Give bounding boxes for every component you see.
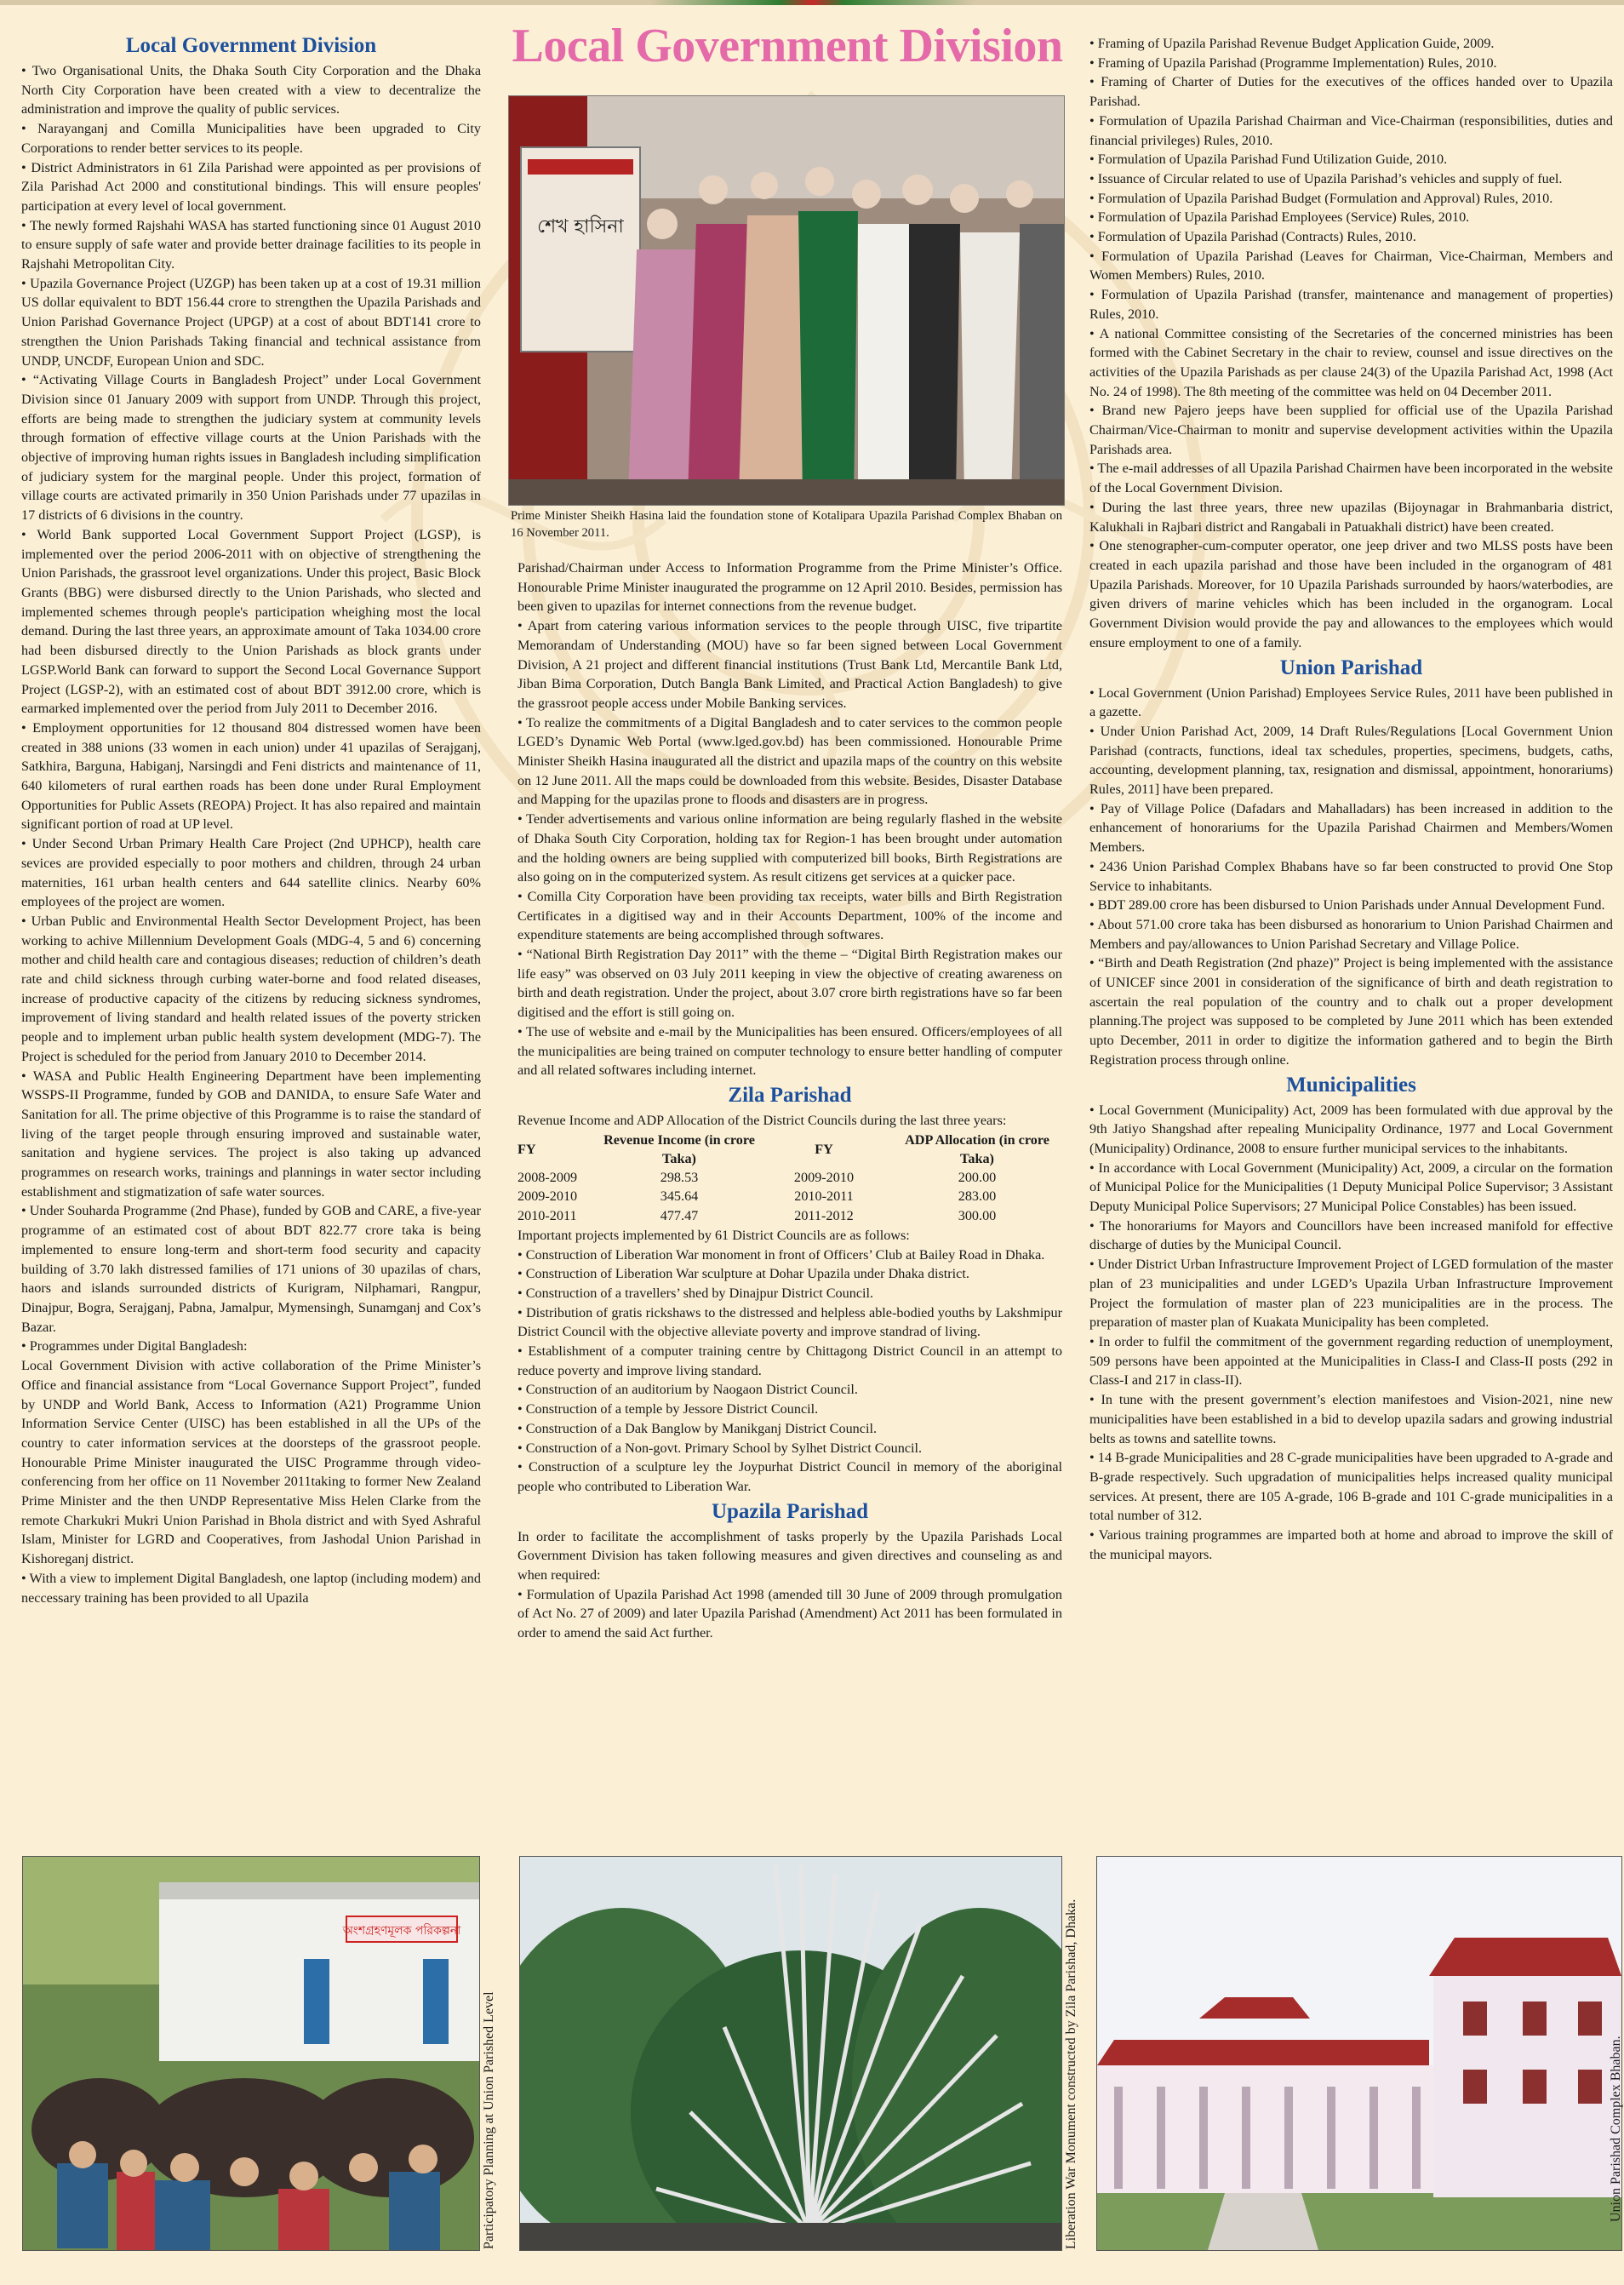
paragraph: • About 571.00 crore taka has been disbursed as honorarium to Union Parishad Chairmen and Members and pay/allowances to Union Parishad Secretary and Village Police. — [1089, 916, 1613, 952]
photo-union-parishad-complex — [1096, 1856, 1622, 2251]
paragraph: • Under Union Parishad Act, 2009, 14 Draft Rules/Regulations [Local Government Union Parishad (contracts, functions, ideal tax schedules, properties, specimens, budgets, caths, accounting, development planning, tax, resignation and dismissal, appointment, honorariums) Rules, 2011] have been prepared. — [1089, 723, 1613, 798]
paragraph: • WASA and Public Health Engineering Department have been implementing WSSPS-II Programme, funded by GOB and DANIDA, to ensure Safe Water and Sanitation for all. The prime objective of this Programme is to raise the standard of living of the target people through ensuring improved and sustainable water, sanitation and hygiene services. The project is also taking up advanced programmes on research works, trainings and plannings in water sector including establishment and stigmatization of safe water sources. — [21, 1068, 481, 1200]
table-cell: 2011-2012 — [794, 1208, 854, 1224]
paragraph: • Construction of Liberation War monoment in front of Officers’ Club at Bailey Road in Dhaka. — [518, 1246, 1045, 1263]
table-cell: 300.00 — [958, 1208, 997, 1224]
paragraph: • Framing of Upazila Parishad (Programme Implementation) Rules, 2010. — [1089, 54, 1497, 71]
left-column — [21, 31, 481, 1607]
paragraph: • Programmes under Digital Bangladesh: — [21, 1338, 248, 1354]
paragraph: Local Government Division with active collaboration of the Prime Minister’s Office and financial assistance from “Local Governance Support Project”, funded by UNDP and World Bank, Access to Information (A21) Programme Union Information Service Center (UISC) has been established in all the UPs of the country to cater information services at the doorsteps of the grassroot people. Honourable Prime Minister inaugurated the UISC Programme through video-conferencing from her office on 11 November 2011taking to former New Zealand Prime Minister and the then UNDP Representative Miss Helen Clarke from the remote Charkukri Mukri Union Parishad in Bhola district and with Syed Ashraful Islam, Minister for LGRD and Cooperatives, from Jashodal Union Parishad in Kishoreganj district. — [21, 1358, 481, 1567]
paragraph: • Various training programmes are imparted both at home and abroad to improve the skill of the municipal mayors. — [1089, 1527, 1613, 1562]
section-heading-municipalities: Municipalities — [1286, 1073, 1416, 1097]
table-row — [518, 1168, 1062, 1188]
paragraph: • Establishment of a computer training centre by Chittagong District Council in an attempt to reduce poverty and improve living standard. — [518, 1343, 1062, 1378]
paragraph: • Formulation of Upazila Parishad Budget (Formulation and Approval) Rules, 2010. — [1089, 190, 1553, 206]
table-header-row — [518, 1131, 1062, 1168]
section-heading-zila-parishad: Zila Parishad — [728, 1083, 852, 1107]
right-column — [1089, 34, 1613, 1564]
paragraph: • The e-mail addresses of all Upazila Parishad Chairmen have been incorporated in the website of the Local Government Division. — [1089, 461, 1613, 496]
paragraph: • To realize the commitments of a Digital Bangladesh and to cater services to the common people LGED’s Dynamic Web Portal (www.lged.gov.bd) has been commissioned. Honourable Prime Minister Sheikh Hasina inaugurated all the district and upazila maps of the country on this website on 12 June 2011. All the maps could be downloaded from this website. Besides, Disaster Database and Mapping for the upazilas prone to floods and disasters are in progress. — [518, 714, 1062, 808]
photo-caption-left: Participatory Planning at Union Parished Level — [482, 1991, 496, 2249]
paragraph: • Local Government (Union Parishad) Employees Service Rules, 2011 have been published in a gazette. — [1089, 684, 1613, 720]
paragraph: • The newly formed Rajshahi WASA has started functioning since 01 August 2010 to ensure supply of safe water and provide better drainage facilities to its people in Rajshahi Metropolitan City. — [21, 217, 481, 272]
section-heading-local-government: Local Government Division — [125, 34, 377, 57]
paragraph: • Two Organisational Units, the Dhaka South City Corporation and the Dhaka North City Corporation have been created with a view to decentralize the administration and improve the quality of public services. — [21, 63, 481, 117]
paragraph: • In tune with the present government’s election manifestoes and Vision-2021, nine new municipalities have been established in a bid to develop upazila sadars and growing industrial belts as towns and satellite towns. — [1089, 1392, 1613, 1446]
table-cell: 345.64 — [660, 1188, 699, 1205]
paragraph: • Framing of Charter of Duties for the executives of the offices handed over to Upazila Parishad. — [1089, 74, 1613, 110]
paragraph: • The honorariums for Mayors and Councillors have been increased manifold for effective discharge of duties by the Municipal Council. — [1089, 1217, 1613, 1253]
banner-text: অংশগ্রহণমূলক পরিকল্পনা — [342, 1924, 461, 1938]
table-cell: 2008-2009 — [518, 1169, 578, 1185]
photo-liberation-war-monument — [519, 1856, 1062, 2251]
paragraph: • “Birth and Death Registration (2nd phaze)” Project is being implemented with the assistance of UNICEF since 2001 in consideration of the significance of birth and death registration to ascertain the real population of the country and to chalk out a proper development planning.The project was supposed to be completed by June 2011 which has been extended upto December, 2011 in order to digitize the information gathered and to begin the Birth Registration process through online. — [1089, 955, 1613, 1068]
paragraph: • Formulation of Upazila Parishad Act 1998 (amended till 30 June of 2009 through promulgation of Act No. 27 of 2009) and later Upazila Parishad (Amendment) Act 2011 has been formulated in order to amend the said Act further. — [518, 1586, 1062, 1641]
hero-caption: Prime Minister Sheikh Hasina laid the foundation stone of Kotalipara Upazila Parishad Complex Bhaban on 16 November 2011. — [511, 509, 1062, 540]
paragraph: • Comilla City Corporation have been providing tax receipts, water bills and Birth Registration Certificates in a digitised way and in their Accounts Department, 100% of the income and expenditure statements are being accomplished through softwares. — [518, 888, 1062, 943]
paragraph: • “Activating Village Courts in Bangladesh Project” under Local Government Division since 01 January 2009 with support from UNDP. Through this project, efforts are being made to strengthen the judiciary system at community levels through formation of effective village courts at the Union Parishads with the objective of improving human rights issues in Bangladesh including simplification of judiciary system for the marginal people. Under this project, formation of village courts are activated primarily in 350 Union Parishads under 77 upazilas in 17 districts of 6 divisions in the country. — [21, 372, 481, 524]
paragraph: • One stenographer-cum-computer operator, one jeep driver and two MLSS posts have been created in each upazila parishad and those have been included in the organogram of 481 Upazila Parishads. Moreover, for 10 Upazila Parishads surrounded by haors/waterbodies, are given drivers of marine vehicles which has been included in the organogram. Local Government Division would provide the pay and allowances to the employees which would ensure employment to one of a family. — [1089, 538, 1613, 650]
middle-column — [518, 558, 1062, 1643]
table-cell: 298.53 — [660, 1169, 699, 1185]
paragraph: • 14 B-grade Municipalities and 28 C-grade municipalities have been upgraded to A-grade and B-grade respectively. Such upgradation of municipalities helps increased quality municipal services. At present, there are 105 A-grade, 106 B-grade and 101 C-grade municipalities in a total number of 312. — [1089, 1450, 1613, 1524]
paragraph: • World Bank supported Local Government Support Project (LGSP), is implemented over the period 2006-2011 with on objective of strengthening the Union Parishads, the grassroot level organizations. Under this project, Basic Block Grants (BBG) were disbursed directly to the Union Parishads, who slected and implemented schemes through people's participation wheighing most the local demand. During the last three years, an approximate amount of Taka 1034.00 crore had been disbursed directly to the Union Parishads as block grants under LGSP.World Bank can forward to support the Second Local Governance Support Project (LGSP-2), with an estimated cost of about BDT 3912.00 crore, which is earmarked implemented over the period from July 2011 to December 2016. — [21, 526, 481, 717]
paragraph: • In accordance with Local Government (Municipality) Act, 2009, a circular on the formation of Municipal Police for the Municipalities (1 Deputy Municipal Police Supervisor; 3 Assistant Deputy Municipal Police Supervisors; 27 Municipal Police Constables) has been issued. — [1089, 1160, 1613, 1215]
paragraph: • “National Birth Registration Day 2011” with the theme – “Digital Birth Registration makes our life easy” was observed on 03 July 2011 keeping in view the objective of creating awareness on birth and death registration. Under the project, about 3.07 crore birth registrations have so far been digitised and the effort is still going on. — [518, 947, 1062, 1021]
table-header: FY — [815, 1141, 833, 1157]
table-cell: 2010-2011 — [518, 1208, 577, 1224]
paragraph: • Construction of an auditorium by Naogaon District Council. — [518, 1382, 858, 1398]
section-heading-upazila-parishad: Upazila Parishad — [711, 1499, 869, 1523]
paragraph: • Construction of a Dak Banglow by Manikganj District Council. — [518, 1420, 877, 1436]
paragraph: • Under District Urban Infrastructure Improvement Project of LGED formulation of the master plan of 23 municipalities and under LGED’s Upazila Urban Infrastructure Improvement Project the formulation of master plan of 223 municipalities are in the process. The preparation of master plan of Kuakata Municipality has been completed. — [1089, 1257, 1613, 1331]
paragraph: • Narayanganj and Comilla Municipalities have been upgraded to City Corporations to render better services to its people. — [21, 121, 481, 156]
top-flag-strip — [0, 0, 1624, 5]
paragraph: • Pay of Village Police (Dafadars and Mahalladars) has been increased in addition to the enhancement of honorariums for the Upazila Parishad Chairmen and Members/Women Members. — [1089, 800, 1613, 856]
paragraph: • With a view to implement Digital Bangladesh, one laptop (including modem) and neccessary training has been provided to all Upazila — [21, 1570, 481, 1606]
paragraph: • Local Government (Municipality) Act, 2009 has been formulated with due approval by the 9th Jatiyo Shangshad after repealing Municipality Ordinance, 1977 and Local Government (Municipality) Ordinance, 2008 to ensure further municipal services to the inhabitants. — [1089, 1102, 1613, 1156]
paragraph: • Framing of Upazila Parishad Revenue Budget Application Guide, 2009. — [1089, 36, 1495, 51]
paragraph: • Construction of Liberation War sculpture at Dohar Upazila under Dhaka district. — [518, 1266, 969, 1282]
paragraph: • Formulation of Upazila Parishad (Contracts) Rules, 2010. — [1089, 229, 1416, 245]
table-cell: 283.00 — [958, 1188, 997, 1205]
paragraph: • Upazila Governance Project (UZGP) has been taken up at a cost of 19.31 million US dollar equivalent to BDT 156.44 crore to strengthen the Upazila Parishads and Union Parishad Governance Project (UPGP) at a cost of about BDT141 crore to strengthen the Union Parishads Taking financial and technical assistance from UNDP, UNCDF, European Union and SDC. — [21, 275, 481, 369]
section-heading-union-parishad: Union Parishad — [1279, 656, 1423, 679]
paragraph: • Formulation of Upazila Parishad (Leaves for Chairman, Vice-Chairman, Members and Women Members) Rules, 2010. — [1089, 248, 1613, 283]
paragraph: • During the last three years, three new upazilas (Bijoynagar in Brahmanbaria district, Kalukhali in Rajbari district and Rangabali in Patuakhali district) have been created. — [1089, 499, 1613, 535]
paragraph: • Under Souharda Programme (2nd Phase), funded by GOB and CARE, a five-year programme of an estimated cost of about BDT 822.77 crore taka is being implemented to ensure long-term and short-term food security and capacity building of 3.70 lakh distressed families of 171 unions of 30 upazilas of chars, haors and islands surrounded districts of Kurigram, Nilphamari, Rangpur, Dinajpur, Bogra, Serajganj, Pabna, Jamalpur, Mymensingh, Sunamganj and Cox’s Bazar. — [21, 1203, 481, 1335]
paragraph: • Employment opportunities for 12 thousand 804 distressed women have been created in 388 unions (33 women in each union) under 41 upazilas of Serajganj, Satkhira, Barguna, Habiganj, Narsingdi and Feni districts and maintenance of 11, 640 kilometers of rural earthen roads has been done under Rural Employment Opportunities for Public Assets (REOPA) Project. It has also repaired and maintain significant portion of road at UP level. — [21, 719, 481, 833]
paragraph: • Issuance of Circular related to use of Upazila Parishad’s vehicles and supply of fuel. — [1089, 170, 1563, 186]
paragraph: • Formulation of Upazila Parishad Fund Utilization Guide, 2010. — [1089, 152, 1448, 168]
photo-caption-middle: Liberation War Monument constructed by Zila Parishad, Dhaka. — [1064, 1898, 1078, 2249]
paragraph: Revenue Income and ADP Allocation of the District Councils during the last three years: — [518, 1112, 1007, 1128]
paragraph: • Construction of a temple by Jessore District Council. — [518, 1401, 819, 1417]
hero-photo — [508, 95, 1065, 506]
paragraph: • Construction of a sculpture ley the Joypurhat District Council in memory of the aboriginal people who contributed to Liberation War. — [518, 1459, 1062, 1494]
paragraph: • Tender advertisements and various online information are being regularly flashed in the website of Dhaka South City Corporation, holding tax for Region-1 has been brought under automation and the holding owners are being supplied with computerized bill books, Birth Registrations are also going on in the computerized system. As result citizens get services at a quicker pace. — [518, 811, 1062, 885]
plaque-text: শেখ হাসিনা — [537, 216, 624, 238]
table-header: FY — [518, 1141, 536, 1157]
paragraph: • Distribution of gratis rickshaws to the distressed and helpless able-bodied youths by Lakshmipur District Council with the objective alleviate poverty and improve standrad of living. — [518, 1304, 1062, 1340]
paragraph: Important projects implemented by 61 District Councils are as follows: — [518, 1227, 910, 1243]
paragraph: • District Administrators in 61 Zila Parishad were appointed as per provisions of Zila Parishad Act 2000 and constitutional bindings. This will ensure peoples' participation at every level of local government. — [21, 159, 481, 214]
paragraph: • A national Committee consisting of the Secretaries of the concerned ministries has been formed with the Cabinet Secretary in the chair to review, counsel and issue directives on the activities of the Upazila Parishads as per clause 24(3) of the Upazila Parishad Act, 1998 (Act No. 24 of 1998). The 8th meeting of the committee was held on 04 December 2011. — [1089, 325, 1613, 399]
table-cell: 2009-2010 — [793, 1169, 855, 1185]
paragraph: • Construction of a travellers’ shed by Dinajpur District Council. — [518, 1285, 874, 1301]
paragraph: In order to facilitate the accomplishment of tasks properly by the Upazila Parishads Local Government Division has taken following measures and given directives and counseling as and when required: — [518, 1528, 1062, 1583]
table-row — [518, 1187, 1062, 1206]
table-cell: 477.47 — [660, 1208, 699, 1224]
paragraph: • Formulation of Upazila Parishad Employees (Service) Rules, 2010. — [1089, 209, 1470, 226]
paragraph: Parishad/Chairman under Access to Information Programme from the Prime Minister’s Office. Honourable Prime Minister inaugurated the programme on 12 April 2010. Besides, permission has been given to upazilas for internet connections from the revenue budget. — [518, 560, 1062, 615]
table-cell: 2010-2011 — [794, 1188, 854, 1205]
paragraph: • Formulation of Upazila Parishad (transfer, maintenance and management of properties) Rules, 2010. — [1089, 287, 1613, 322]
table-header: ADP Allocation (in crore Taka) — [905, 1131, 1049, 1166]
table-row — [518, 1206, 1062, 1226]
paragraph: • Apart from catering various information services to the people through UISC, five tripartite Memorandam of Understanding (MOU) have so far been signed between Local Government Division, A 21 project and different financial institutions (Trust Bank Ltd, Mercantile Bank Ltd, Jiban Bima Corporation, Dutch Bangla Bank Limited, and Practical Action Bangladesh) to give the grassroot people access under Mobile Banking services. — [518, 618, 1062, 711]
paragraph: • Under Second Urban Primary Health Care Project (2nd UPHCP), health care sevices are provided especially to poor mothers and children, through 24 urban maternities, 161 urban health centers and 644 satellite clinics. Nearby 60% employees of the project are women. — [21, 836, 481, 910]
photo-caption-right: Union Parishad Complex Bhaban. — [1609, 2036, 1623, 2222]
paragraph: • 2436 Union Parishad Complex Bhabans have so far been constructed to provid One Stop Service to inhabitants. — [1089, 858, 1613, 894]
photo-participatory-planning — [22, 1856, 480, 2251]
paragraph: • Construction of a Non-govt. Primary School by Sylhet District Council. — [518, 1440, 923, 1456]
paragraph: • Brand new Pajero jeeps have been supplied for official use of the Upazila Parishad Chairman/Vice-Chairman to monitr and supervise development activities within the Upazila Parishads area. — [1089, 403, 1613, 457]
table-cell: 200.00 — [958, 1169, 997, 1185]
table-header: Revenue Income (in crore Taka) — [603, 1131, 755, 1166]
paragraph: • Formulation of Upazila Parishad Chairman and Vice-Chairman (responsibilities, duties and financial privileges) Rules, 2010. — [1089, 112, 1613, 148]
page-title: Local Government Division — [512, 20, 1063, 72]
paragraph: • In order to fulfil the commitment of the government regarding reduction of unemployment, 509 persons have been appointed at the Municipalities in Class-I and Class-II posts (292 in Class-I and 217 in class-II). — [1089, 1334, 1613, 1389]
paragraph: • Urban Public and Environmental Health Sector Development Project, has been working to achive Millennium Development Goals (MDG-4, 5 and 6) concerning mother and child health care and contagious diseases; reduction of children’s death rate and child sickness through curbing water-borne and food related diseases, increase of productive capacity of the citizens by reducing sickness syndromes, improvement of living standard and health related issues of the poverty stricken people and to implement urban public health system development (MDG-7). The Project is scheduled for the period from January 2010 to December 2014. — [21, 913, 481, 1064]
paragraph: • The use of website and e-mail by the Municipalities has been ensured. Officers/employees of all the municipalities are being trained on computer technology to ensure better handling of computer and all related softwares including internet. — [518, 1023, 1062, 1079]
table-cell: 2009-2010 — [518, 1188, 578, 1205]
paragraph: • BDT 289.00 crore has been disbursed to Union Parishads under Annual Development Fund. — [1089, 897, 1605, 913]
revenue-table — [518, 1131, 1062, 1226]
